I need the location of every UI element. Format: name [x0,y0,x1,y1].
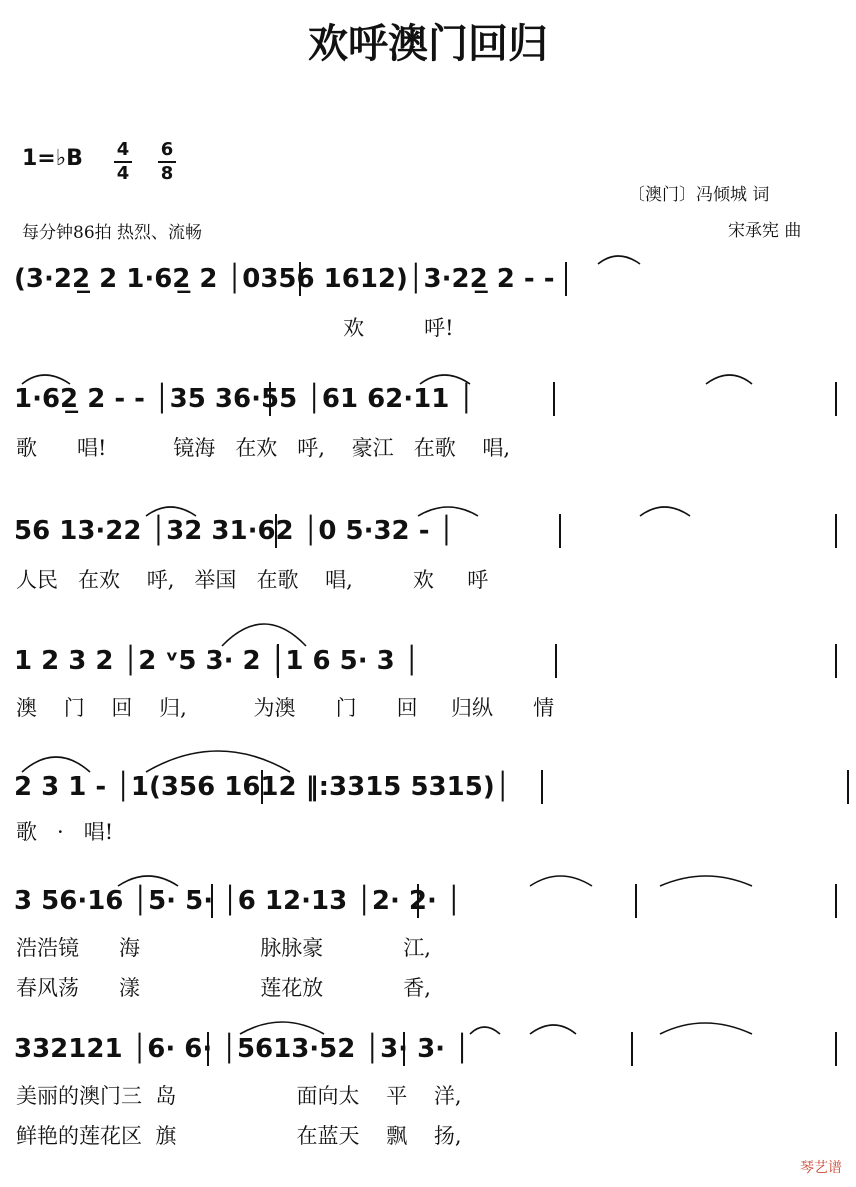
lyric-line: 鲜艳的莲花区 旗 在蓝天 飘 扬, [16,1124,462,1148]
notation-line: 332121 │6· 6· │5613·52 │3· 3· │ [14,1034,470,1064]
slur [660,1023,752,1034]
song-title: 欢呼澳门回归 [308,20,548,67]
time-sig-numerator: 4 [116,139,130,160]
lyricist-credit: 〔澳门〕冯倾城 词 [628,185,770,205]
slur [22,757,90,772]
notation-line: (3·22̲ 2 1·62̲ 2 │0356 1612)│3·22̲ 2 - - [14,264,555,294]
lyric-line: 美丽的澳门三 岛 面向太 平 洋, [16,1084,462,1108]
slur [470,1027,500,1034]
slur [240,1022,324,1034]
notation-line: 2 3 1 - │1(356 1612 ‖:3315 5315)│ [14,772,511,802]
slur [146,507,196,516]
time-sig-denominator: 4 [116,163,130,184]
slur [222,624,306,646]
time-signature-2 [158,140,176,184]
watermark-logo: 琴艺谱 [800,1160,842,1176]
time-sig-denominator: 8 [160,163,174,184]
lyric-line: 人民 在欢 呼, 举国 在歌 唱, 欢 呼 [16,568,489,592]
lyric-line: 欢 呼! [16,316,454,340]
lyric-line: 春风荡 漾 莲花放 香, [16,976,431,1000]
key-signature: 1=♭B [22,146,83,171]
lyric-line: 歌 唱! 镜海 在欢 呼, 豪江 在歌 唱, [16,436,511,460]
notation-line: 1 2 3 2 │2 ᵛ5 3· 2 │1 6 5· 3 │ [14,646,420,676]
slur [418,507,478,516]
slur [530,876,592,886]
time-signature-1 [114,140,132,184]
slur [660,876,752,886]
slur [598,256,640,264]
notation-line: 56 13·22 │32 31·62 │0 5·32 - │ [14,516,455,546]
tempo-marking: 每分钟86拍 热烈、流畅 [22,223,203,243]
slur [420,375,470,384]
slur [118,876,178,886]
notation-line: 3 56·16 │5· 5· │6 12·13 │2· 2· │ [14,886,462,916]
slur [530,1025,576,1034]
slur [146,751,290,772]
notation-line: 1·62̲ 2 - - │35 36·55 │61 62·11 │ [14,384,475,414]
slur [640,507,690,516]
lyric-line: 歌 · 唱! [16,820,114,844]
lyric-line: 浩浩镜 海 脉脉豪 江, [16,936,431,960]
composer-credit: 宋承宪 曲 [728,221,802,241]
time-sig-numerator: 6 [160,139,174,160]
lyric-line: 澳 门 回 归, 为澳 门 回 归纵 情 [16,696,555,720]
slur [22,375,70,384]
slur [706,375,752,384]
